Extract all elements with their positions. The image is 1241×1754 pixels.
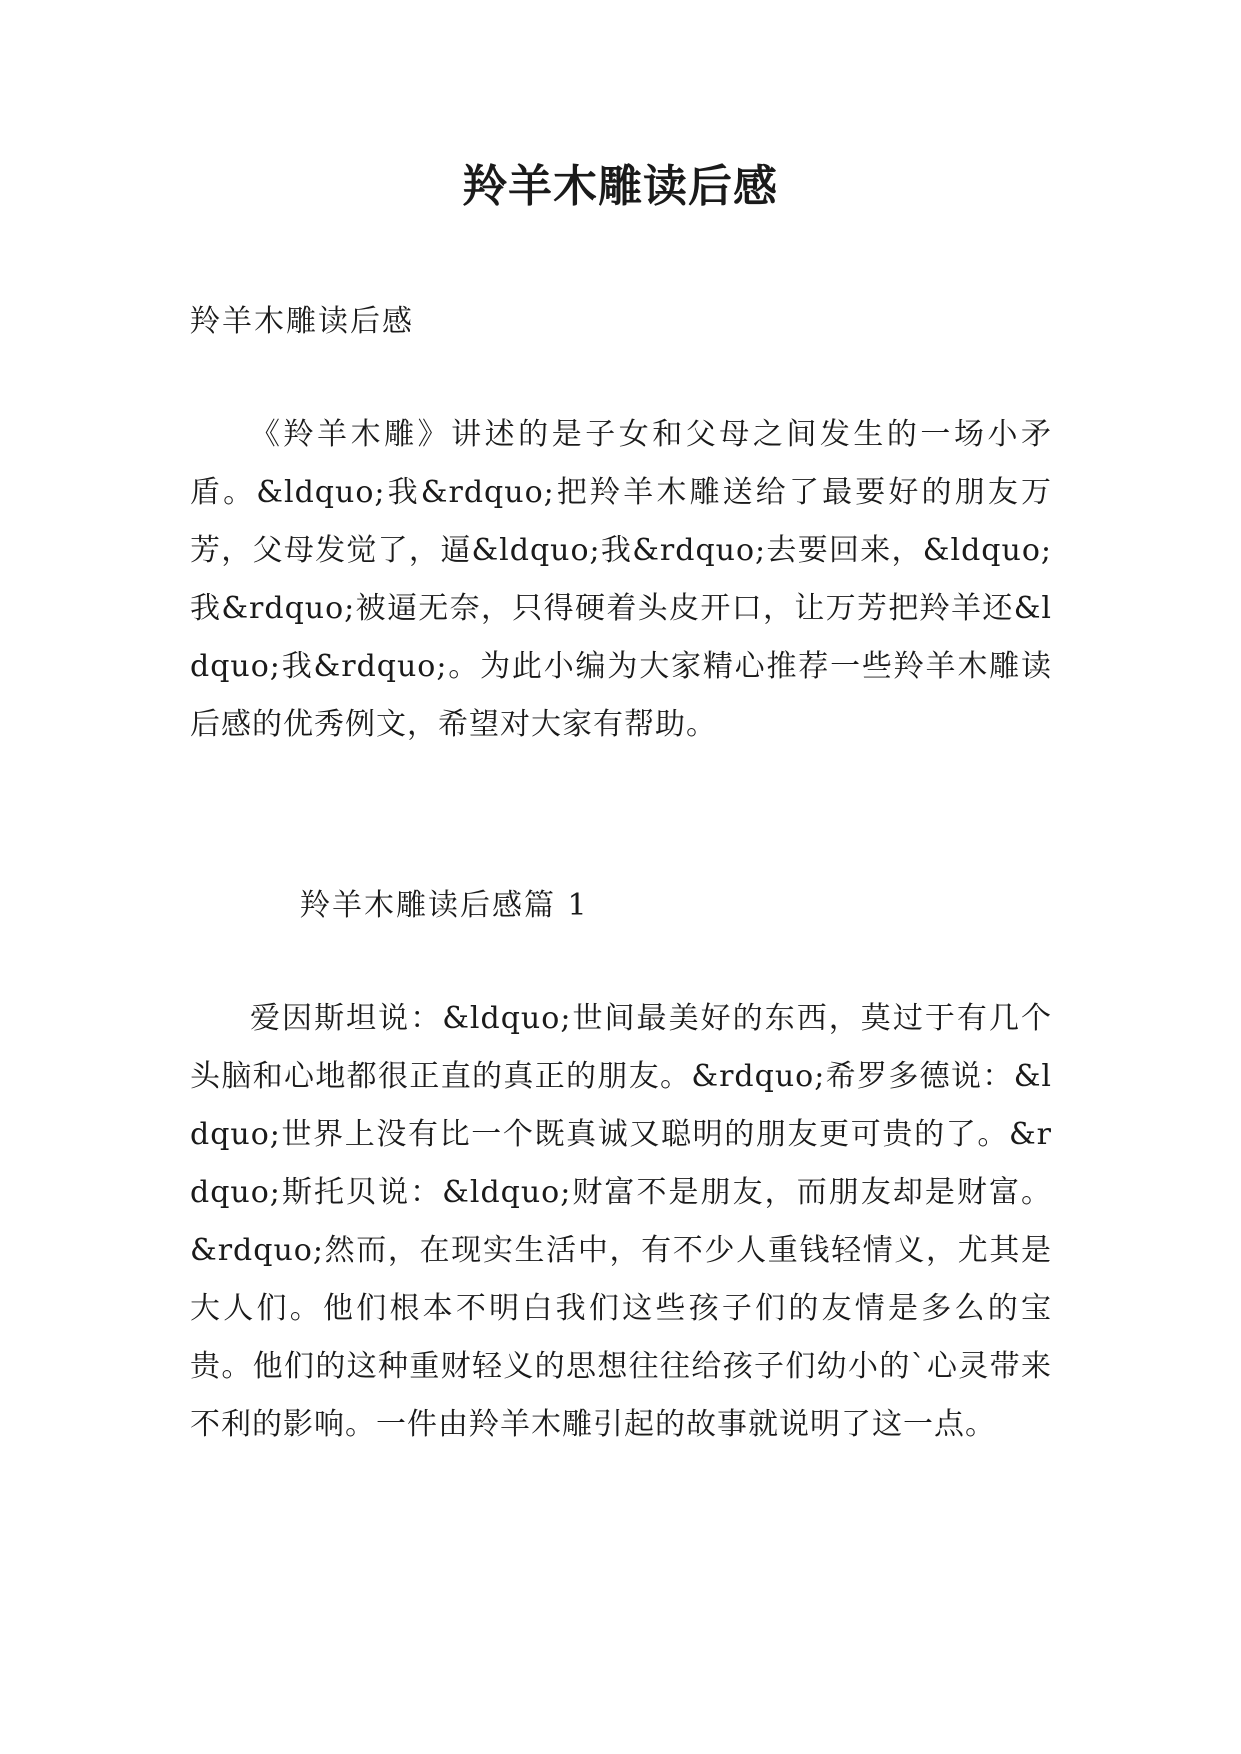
document-subtitle: 羚羊木雕读后感 <box>190 304 414 339</box>
document-title: 羚羊木雕读后感 <box>463 161 778 212</box>
body-paragraph: 爱因斯坦说：&ldquo;世间最美好的东西，莫过于有几个头脑和心地都很正直的真正的朋友。&rdquo;希罗多德说：&ldquo;世界上没有比一个既真诚又聪明的朋友更可贵的了。&rdquo;斯托贝说：&ldquo;财富不是朋友，而朋友却是财富。&rdquo;然而，在现实生活中，有不少人重钱轻情义，尤其是大人们。他们根本不明白我们这些孩子们的友情是多么的宝贵。他们的这种重财轻义的思想往往给孩子们幼小的`心灵带来不利的影响。一件由羚羊木雕引起的故事就说明了这一点。 <box>190 1001 1052 1442</box>
intro-paragraph: 《羚羊木雕》讲述的是子女和父母之间发生的一场小矛盾。&ldquo;我&rdquo;把羚羊木雕送给了最要好的朋友万芳，父母发觉了，逼&ldquo;我&rdquo;去要回来，&ldquo;我&rdquo;被逼无奈，只得硬着头皮开口，让万芳把羚羊还&ldquo;我&rdquo;。为此小编为大家精心推荐一些羚羊木雕读后感的优秀例文，希望对大家有帮助。 <box>190 417 1052 742</box>
section-heading: 羚羊木雕读后感篇 1 <box>300 888 589 923</box>
